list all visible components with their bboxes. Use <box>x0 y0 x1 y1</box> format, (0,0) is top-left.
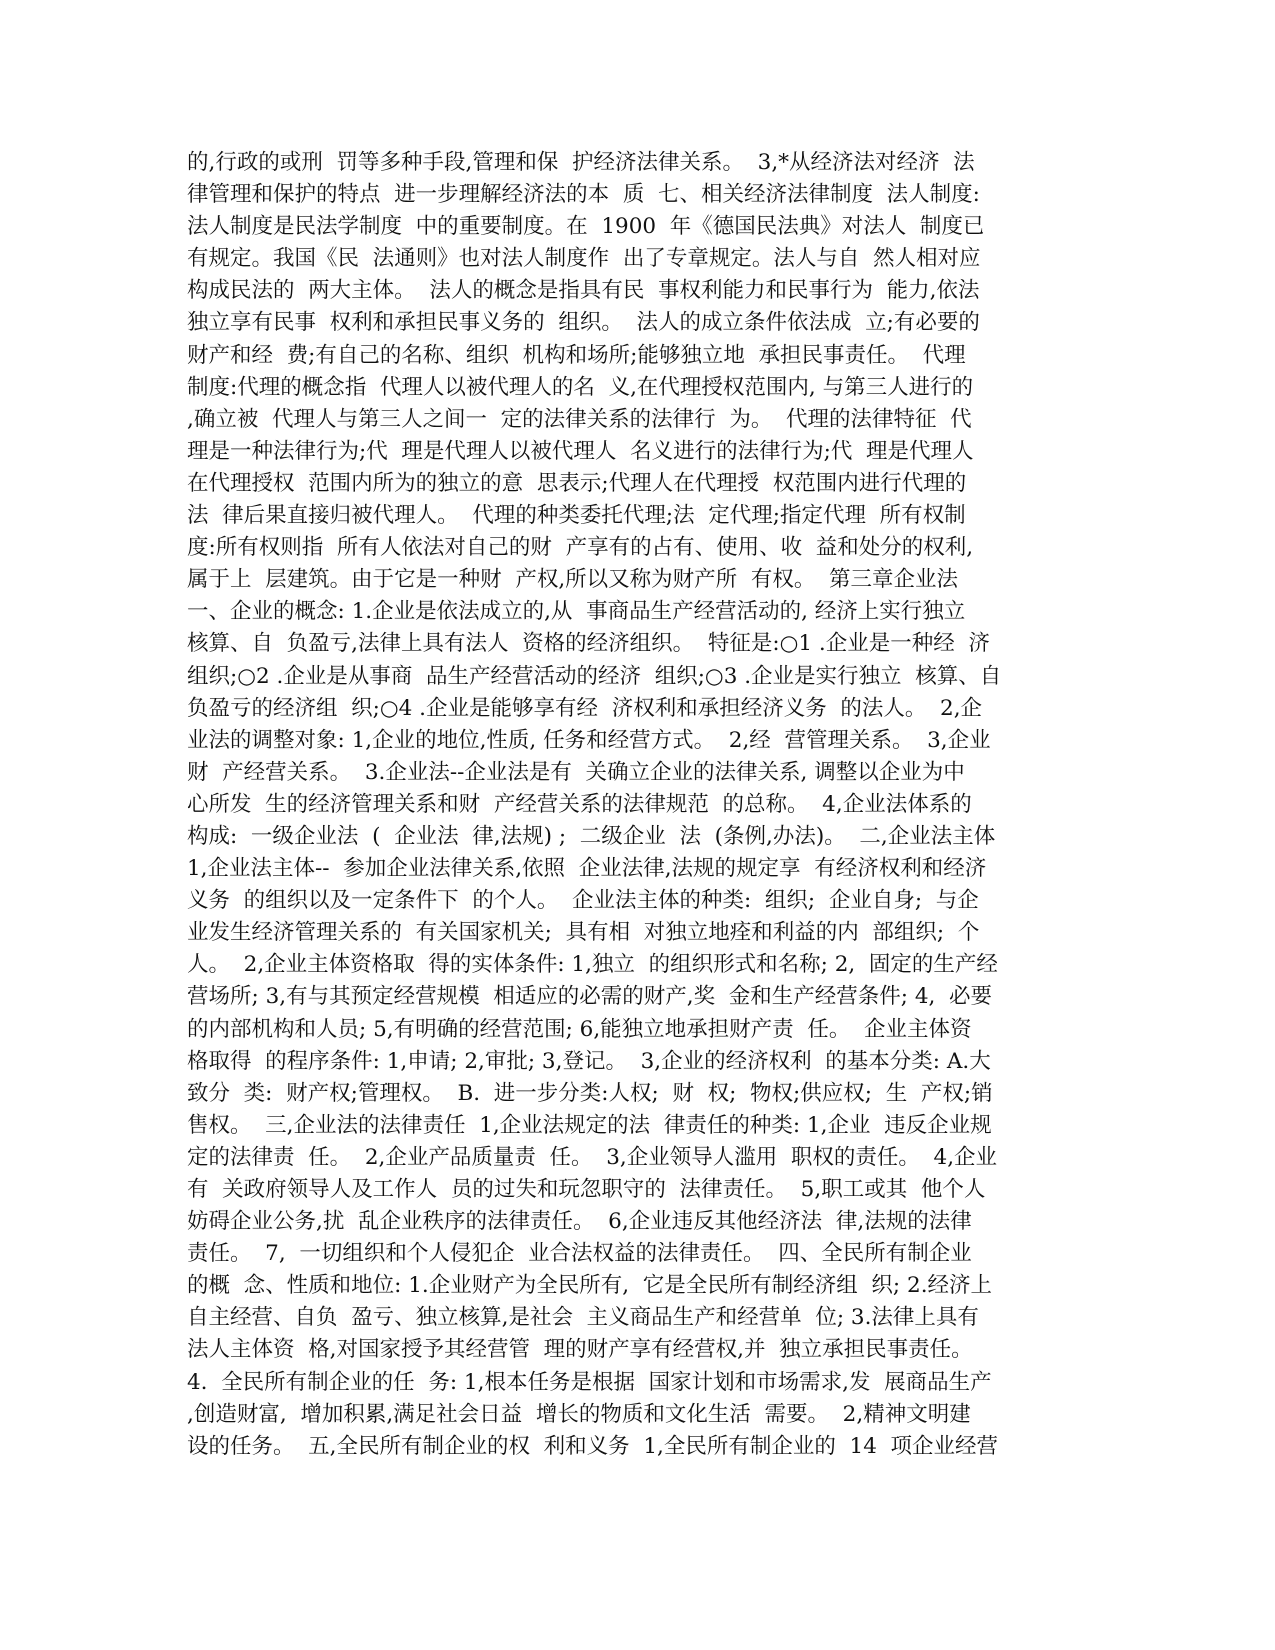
text-line: 财产和经 费;有自己的名称、组织 机构和场所;能够独立地 承担民事责任。 代理 <box>187 342 966 368</box>
text-line: 1,企业法主体-- 参加企业法律关系,依照 企业法律,法规的规定享 有经济权利和经济 <box>187 856 987 882</box>
text-line: 法 律后果直接归被代理人。 代理的种类委托代理;法 定代理;指定代理 所有权制 <box>187 503 966 529</box>
text-line: 定的法律责 任。 2,企业产品质量责 任。 3,企业领导人滥用 职权的责任。 4,企业 <box>187 1144 998 1170</box>
text-line: 法人制度是民法学制度 中的重要制度。在 1900 年《德国民法典》对法人 制度已 <box>187 214 985 240</box>
text-line: 负盈亏的经济组 织;○4 .企业是能够享有经 济权利和承担经济义务 的法人。 2,企 <box>187 695 983 721</box>
text-line: 的,行政的或刑 罚等多种手段,管理和保 护经济法律关系。 3,*从经济法对经济 法 <box>187 150 975 175</box>
text-line: 设的任务。 五,全民所有制企业的权 利和义务 1,全民所有制企业的 14 项企业经营 <box>187 1433 999 1459</box>
text-line: 4. 全民所有制企业的任 务: 1,根本任务是根据 国家计划和市场需求,发 展商品生产 <box>187 1369 992 1395</box>
text-line: 构成民法的 两大主体。 法人的概念是指具有民 事权利能力和民事行为 能力,依法 <box>187 278 980 304</box>
text-line: 有规定。我国《民 法通则》也对法人制度作 出了专章规定。法人与自 然人相对应 <box>187 246 981 272</box>
text-line: 格取得 的程序条件: 1,申请; 2,审批; 3,登记。 3,企业的经济权利 的基本分类: A.大 <box>187 1048 991 1074</box>
text-line: 独立享有民事 权利和承担民事义务的 组织。 法人的成立条件依法成 立;有必要的 <box>187 310 980 336</box>
text-line: 理是一种法律行为;代 理是代理人以被代理人 名义进行的法律行为;代 理是代理人 <box>187 438 974 464</box>
text-line: 业发生经济管理关系的 有关国家机关; 具有相 对独立地痊和利益的内 部组织; 个 <box>187 920 980 946</box>
text-line: 营场所; 3,有与其预定经营规模 相适应的必需的财产,奖 金和生产经营条件; 4, 必要 <box>187 984 993 1010</box>
text-line: 业法的调整对象: 1,企业的地位,性质, 任务和经营方式。 2,经 营管理关系。 3,企业 <box>187 727 991 753</box>
text-line: 法人主体资 格,对国家授予其经营管 理的财产享有经营权,并 独立承担民事责任。 <box>187 1337 973 1363</box>
text-line: 人。 2,企业主体资格取 得的实体条件: 1,独立 的组织形式和名称; 2, 固定的生产经 <box>187 952 998 978</box>
text-line: 在代理授权 范围内所为的独立的意 思表示;代理人在代理授 权范围内进行代理的 <box>187 470 967 496</box>
text-line: 制度:代理的概念指 代理人以被代理人的名 义,在代理授权范围内, 与第三人进行的 <box>187 374 974 400</box>
text-line: 有 关政府领导人及工作人 员的过失和玩忽职守的 法律责任。 5,职工或其 他个人 <box>187 1177 986 1202</box>
text-line: 售权。 三,企业法的法律责任 1,企业法规定的法 律责任的种类: 1,企业 违反企业规 <box>187 1112 992 1138</box>
text-line: 的概 念、性质和地位: 1.企业财产为全民所有, 它是全民所有制经济组 织; 2.经济上 <box>187 1273 993 1299</box>
text-line: 心所发 生的经济管理关系和财 产经营关系的法律规范 的总称。 4,企业法体系的 <box>187 791 972 817</box>
text-line: 属于上 层建筑。由于它是一种财 产权,所以又称为财产所 有权。 第三章企业法 <box>187 567 959 593</box>
text-line: 构成: 一级企业法 ( 企业法 律,法规) ; 二级企业 法 (条例,办法)。 二,企业法主体 <box>187 823 996 849</box>
text-line: ,创造财富, 增加积累,满足社会日益 增长的物质和文化生活 需要。 2,精神文明建 <box>187 1401 971 1427</box>
text-line: 律管理和保护的特点 进一步理解经济法的本 质 七、相关经济法律制度 法人制度: <box>187 182 980 208</box>
text-line: 组织;○2 .企业是从事商 品生产经营活动的经济 组织;○3 .企业是实行独立 核算、自 <box>187 663 1002 689</box>
text-line: 自主经营、自负 盈亏、独立核算,是社会 主义商品生产和经营单 位; 3.法律上具有 <box>187 1305 979 1331</box>
text-line: 责任。 7, 一切组织和个人侵犯企 业合法权益的法律责任。 四、全民所有制企业 <box>187 1241 972 1267</box>
text-line: ,确立被 代理人与第三人之间一 定的法律关系的法律行 为。 代理的法律特征 代 <box>187 406 972 432</box>
body-text <box>187 147 1087 1463</box>
text-line: 度:所有权则指 所有人依法对自己的财 产享有的占有、使用、收 益和处分的权利, <box>187 535 974 561</box>
text-line: 妨碍企业公务,扰 乱企业秩序的法律责任。 6,企业违反其他经济法 律,法规的法律 <box>187 1209 972 1235</box>
text-line: 财 产经营关系。 3.企业法--企业法是有 关确立企业的法律关系, 调整以企业为中 <box>187 759 965 785</box>
text-line: 致分 类: 财产权;管理权。 B. 进一步分类:人权; 财 权; 物权;供应权; 生 产权;销 <box>187 1080 993 1106</box>
text-line: 的内部机构和人员; 5,有明确的经营范围; 6,能独立地承担财产责 任。 企业主体资 <box>187 1016 972 1042</box>
text-line: 核算、自 负盈亏,法律上具有法人 资格的经济组织。 特征是:○1 .企业是一种经 济 <box>187 631 990 657</box>
text-line: 义务 的组织以及一定条件下 的个人。 企业法主体的种类: 组织; 企业自身; 与企 <box>187 888 979 914</box>
text-line: 一、企业的概念: 1.企业是依法成立的,从 事商品生产经营活动的, 经济上实行独立 <box>187 599 966 625</box>
